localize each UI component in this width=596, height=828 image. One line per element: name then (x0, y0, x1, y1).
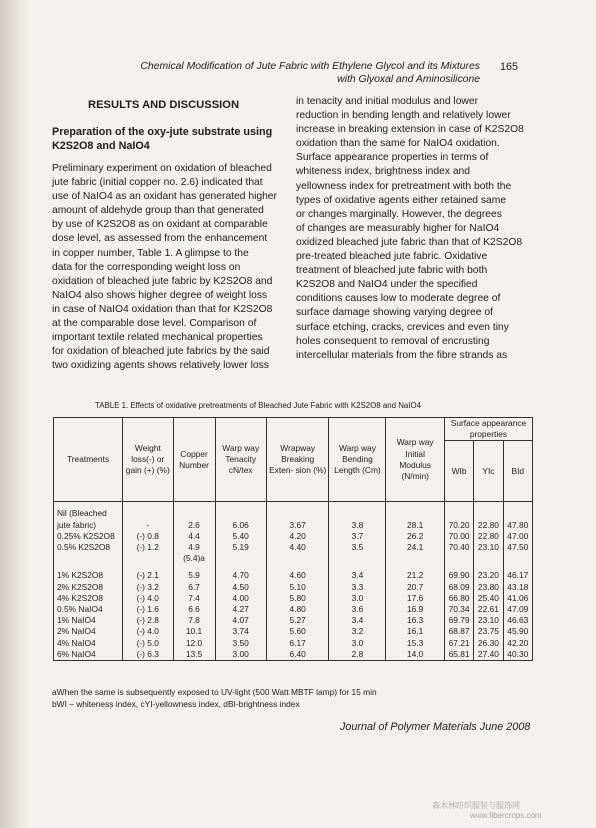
table-row (54, 531, 533, 542)
table-cell (386, 553, 445, 564)
table-cell: 47.09 (503, 604, 532, 615)
table-row (54, 593, 533, 604)
table-cell: 3.00 (215, 649, 266, 661)
table-cell: 23.20 (474, 564, 503, 581)
table-cell: 4.60 (266, 564, 329, 581)
table-cell: jute fabric) (54, 520, 123, 531)
text-line: amount of aldehyde group than that generated (52, 205, 264, 217)
text-line: increase in breaking extension in case of K2S2O8 (296, 124, 524, 136)
text-line: for oxidation of bleached jute fabrics by the said (52, 346, 270, 358)
table-cell: 27.40 (474, 649, 503, 661)
table-cell: 70.34 (444, 604, 473, 615)
table-cell: 70.00 (444, 531, 473, 542)
page-number: 165 (500, 61, 519, 73)
table-cell: 4% K2S2O8 (54, 593, 123, 604)
table-cell: (-) 6.3 (123, 649, 174, 661)
table-row (54, 649, 533, 661)
table-cell (329, 502, 386, 520)
table-cell: 26.2 (386, 531, 445, 542)
table-cell: 4.70 (215, 564, 266, 581)
table-row (54, 615, 533, 626)
table-cell: 4.80 (266, 604, 329, 615)
table-cell: (-) 5.0 (123, 638, 174, 649)
text-line: Surface appearance properties in terms of (296, 152, 489, 164)
text-line: at the comparable dose level. Comparison of (52, 318, 257, 330)
text-line: holes consequent to removal of encrusting (296, 335, 490, 347)
table-cell: 1% K2S2O8 (54, 564, 123, 581)
text-line: data for the corresponding weight loss on (52, 261, 241, 273)
table-cell: 3.4 (329, 615, 386, 626)
table-cell: 23.10 (474, 542, 503, 553)
table-cell: (-) 4.0 (123, 593, 174, 604)
text-line: of changes are measurably higher for NaIO4 (296, 222, 500, 234)
table-cell: 4.20 (266, 531, 329, 542)
table-cell: 22.80 (474, 531, 503, 542)
table-row (54, 502, 533, 520)
table-row (54, 604, 533, 615)
table-row (54, 582, 533, 593)
column-header: Treatments (54, 418, 123, 502)
watermark-text: 森木林纺织服装与服饰网 (432, 801, 520, 810)
table-cell: 3.50 (215, 638, 266, 649)
table-cell: 4.40 (266, 542, 329, 553)
table-cell: 70.20 (444, 520, 473, 531)
journal-footer: Journal of Polymer Materials June 2008 (340, 721, 531, 733)
subsection-title: Preparation of the oxy-jute substrate using K2S2O8 and NaIO4 (52, 126, 273, 152)
table-cell: 24.1 (386, 542, 445, 553)
table-cell: 16.1 (386, 626, 445, 637)
text-line: two oxidizing agents shows relatively lower loss (52, 360, 269, 372)
table-cell: 10.1 (173, 626, 215, 637)
text-line: treatment of bleached jute fabric with both (296, 265, 488, 277)
table-cell: 3.67 (266, 520, 329, 531)
table-cell: 6.06 (215, 520, 266, 531)
surface-appearance-header: Surface appearance properties (444, 418, 532, 441)
text-line: NaIO4 also shows higher degree of weight loss (52, 289, 268, 301)
table-cell (266, 553, 329, 564)
table-cell: 5.60 (266, 626, 329, 637)
table-cell: 47.80 (503, 520, 532, 531)
table-caption: TABLE 1. Effects of oxidative pretreatments of Bleached Jute Fabric with K2S2O8 and NaIO4 (95, 401, 422, 410)
table-cell: 2% NaIO4 (54, 626, 123, 637)
table-cell: 25.40 (474, 593, 503, 604)
table-cell: 14.0 (386, 649, 445, 661)
table-cell: 3.6 (329, 604, 386, 615)
table-cell: 43.18 (503, 582, 532, 593)
table-cell: 16.3 (386, 615, 445, 626)
table-row (54, 553, 533, 564)
table-cell: 69.90 (444, 564, 473, 581)
text-line: jute fabric (initial copper no. 2.6) indicated that (52, 177, 263, 189)
table-cell: 3.5 (329, 542, 386, 553)
table-cell: 17.6 (386, 593, 445, 604)
table-cell (215, 502, 266, 520)
table-cell: 67.21 (444, 638, 473, 649)
table-cell: 3.3 (329, 582, 386, 593)
table-cell: 40.30 (503, 649, 532, 661)
column-header: YIc (474, 441, 503, 502)
table-cell: 20.7 (386, 582, 445, 593)
table-row (54, 520, 533, 531)
table-cell: 5.19 (215, 542, 266, 553)
table-cell: 46.17 (503, 564, 532, 581)
table-cell: 47.00 (503, 531, 532, 542)
table-cell: 42.20 (503, 638, 532, 649)
table-cell (329, 553, 386, 564)
table-cell (54, 553, 123, 564)
text-line: surface damage showing varying degree of (296, 307, 493, 319)
table-cell: 28.1 (386, 520, 445, 531)
text-line: conditions causes low to moderate degree of (296, 293, 501, 305)
text-line: oxidation than the same for NaIO4 oxidation. (296, 138, 500, 150)
table-cell: 4.9 (173, 542, 215, 553)
right-column-text (296, 95, 528, 363)
table-cell: 16.9 (386, 604, 445, 615)
table-cell: 4.4 (173, 531, 215, 542)
table-cell: 4.07 (215, 615, 266, 626)
table-cell: 0.5% NaIO4 (54, 604, 123, 615)
table-cell: 23.75 (474, 626, 503, 637)
table-cell: 13.5 (173, 649, 215, 661)
table-cell: 5.40 (215, 531, 266, 542)
table-cell: 6.6 (173, 604, 215, 615)
table-cell: 3.74 (215, 626, 266, 637)
table-cell (123, 502, 174, 520)
table-cell: 0.25% K2S2O8 (54, 531, 123, 542)
table-cell: (-) 4.0 (123, 626, 174, 637)
text-line: surface etching, cracks, crevices and even tiny (296, 321, 509, 333)
table-cell: 3.2 (329, 626, 386, 637)
table-cell: 2.6 (173, 520, 215, 531)
table-cell: 65.81 (444, 649, 473, 661)
table-cell (503, 553, 532, 564)
table-cell (266, 502, 329, 520)
table-row (54, 542, 533, 553)
table-cell: 68.87 (444, 626, 473, 637)
column-header: WIb (444, 441, 473, 502)
table-cell: 5.80 (266, 593, 329, 604)
table-cell: 3.7 (329, 531, 386, 542)
table-cell: 47.50 (503, 542, 532, 553)
table-cell: 3.8 (329, 520, 386, 531)
text-line: whiteness index, brightness index and (296, 166, 471, 178)
text-line: K2S2O8 and NaIO4 under the specified (296, 279, 478, 291)
running-title-line-2: with Glyoxal and Aminosilicone (337, 74, 480, 85)
table-cell: 1% NaIO4 (54, 615, 123, 626)
watermark-url: www.fibercrops.com (470, 811, 542, 820)
text-line: or changes marginally. However, the degrees (296, 208, 502, 220)
text-line: oxidation of bleached jute fabric by K2S2O8 and (52, 275, 273, 287)
table-cell: 23.10 (474, 615, 503, 626)
text-line: oxidized bleached jute fabric than that of K2S2O8 (296, 236, 523, 248)
table-cell: 12.0 (173, 638, 215, 649)
table-cell: (-) 2.1 (123, 564, 174, 581)
table-cell: 66.80 (444, 593, 473, 604)
table-cell: 4.27 (215, 604, 266, 615)
text-line: yellowness index for pretreatment with both the (296, 180, 512, 192)
table-cell (474, 553, 503, 564)
table-cell: (-) 3.2 (123, 582, 174, 593)
table-cell: 21.2 (386, 564, 445, 581)
table-cell: (-) 1.2 (123, 542, 174, 553)
text-line: in copper number, Table 1. A glimpse to the (52, 247, 249, 259)
table-cell: 4.00 (215, 593, 266, 604)
table-cell: 7.8 (173, 615, 215, 626)
table-row (54, 638, 533, 649)
table-cell: 3.0 (329, 593, 386, 604)
table-cell: 2% K2S2O8 (54, 582, 123, 593)
section-title: RESULTS AND DISCUSSION (88, 99, 240, 111)
text-line: intercellular materials from the fibre strands as (296, 349, 508, 361)
column-header: Weight loss(-) or gain (+) (%) (123, 418, 174, 502)
text-line: in tenacity and initial modulus and lower (296, 96, 479, 107)
table-cell: 22.80 (474, 520, 503, 531)
table-cell (474, 502, 503, 520)
table-cell: 45.90 (503, 626, 532, 637)
column-header: Warp way Bending Length (Cm) (329, 418, 386, 502)
table-cell: 23.80 (474, 582, 503, 593)
table-cell: 5.10 (266, 582, 329, 593)
binding-shadow (0, 0, 30, 828)
table-cell: 5.27 (266, 615, 329, 626)
column-header: Warp way Initial Modulus (N/min) (386, 418, 445, 502)
text-line: reduction in bending length and relatively lower (296, 110, 511, 122)
table-cell: (-) 2.8 (123, 615, 174, 626)
table-cell: 22.61 (474, 604, 503, 615)
table-cell: 3.0 (329, 638, 386, 649)
table-cell (123, 553, 174, 564)
column-header: Warp way Tenacity cN/tex (215, 418, 266, 502)
table-cell: 6% NaIO4 (54, 649, 123, 661)
table-cell: 6.40 (266, 649, 329, 661)
left-column-text (52, 162, 287, 373)
table-row (54, 626, 533, 637)
table-cell: 68.09 (444, 582, 473, 593)
text-line: by use of K2S2O8 as on oxidant at comparable (52, 219, 268, 231)
table-cell (444, 553, 473, 564)
text-line: types of oxidative agents either retained same (296, 194, 507, 206)
table-cell: 7.4 (173, 593, 215, 604)
column-header: Wrapway Breaking Exten- sion (%) (266, 418, 329, 502)
table-cell: 41.06 (503, 593, 532, 604)
column-header: BId (503, 441, 532, 502)
table-cell (386, 502, 445, 520)
text-line: Preliminary experiment on oxidation of bleached (52, 163, 272, 174)
running-header (120, 60, 480, 86)
table-cell: 69.79 (444, 615, 473, 626)
table-row (54, 564, 533, 581)
table-cell: 6.17 (266, 638, 329, 649)
table-cell: - (123, 520, 174, 531)
text-line: use of NaIO4 as an oxidant has generated higher (52, 191, 277, 203)
table-cell: (-) 0.8 (123, 531, 174, 542)
text-line: pre-treated bleached jute fabric. Oxidative (296, 251, 488, 263)
table-cell: 5.9 (173, 564, 215, 581)
table-cell (215, 553, 266, 564)
table-note-a: aWhen the same is subsequently exposed to UV-light (500 Watt MBTF lamp) for 15 min (52, 687, 377, 697)
table-cell: 0.5% K2S2O8 (54, 542, 123, 553)
data-table (53, 417, 533, 661)
table-cell: 4.50 (215, 582, 266, 593)
table-cell: 26.30 (474, 638, 503, 649)
table-cell (444, 502, 473, 520)
table-cell (503, 502, 532, 520)
table-cell: Nil (Bleached (54, 502, 123, 520)
table-cell: 46.63 (503, 615, 532, 626)
table-cell (173, 502, 215, 520)
table-cell: 70.40 (444, 542, 473, 553)
table-cell: 15.3 (386, 638, 445, 649)
table-cell: 3.4 (329, 564, 386, 581)
table-cell: 6.7 (173, 582, 215, 593)
text-line: important textile related mechanical properties (52, 332, 263, 344)
running-title-line-1: Chemical Modification of Jute Fabric with Ethylene Glycol and its Mixtures (140, 61, 480, 72)
table-cell: (-) 1.6 (123, 604, 174, 615)
text-line: dose level, as assessed from the enhancement (52, 233, 268, 245)
column-header: Copper Number (173, 418, 215, 502)
text-line: in case of NaIO4 oxidation than that for K2S2O8 (52, 303, 273, 315)
table-cell: 4% NaIO4 (54, 638, 123, 649)
table-cell: 2.8 (329, 649, 386, 661)
table-note-b: bWI – whiteness index, cYI-yellowness index, dBI-brightness index (52, 699, 300, 709)
table-cell: (5.4)a (173, 553, 215, 564)
